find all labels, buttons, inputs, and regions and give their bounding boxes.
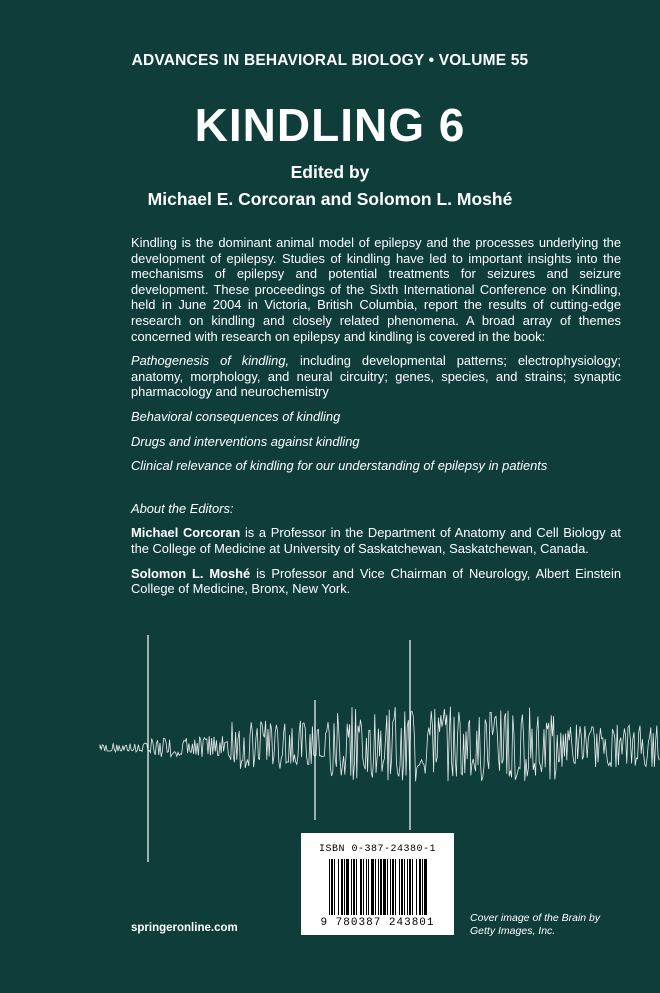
barcode-panel [301,833,454,935]
theme-pathogenesis-rest: including developmental patterns; electrophysiology; anatomy, morphology, and neural circuitry; genes, species, and strains; synaptic pharmacology and neurochemistry [131,353,621,400]
editor2-name: Solomon L. Moshé [131,565,251,581]
edited-by-label: Edited by [290,162,370,182]
book-title: KINDLING 6 [194,99,466,151]
publisher-website: springeronline.com [131,922,238,934]
barcode-bars [329,859,427,915]
theme-pathogenesis [131,353,621,400]
credit-line-2: Getty Images, Inc. [470,925,556,937]
theme-pathogenesis-lead: Pathogenesis of kindling, [131,353,290,369]
description-block [131,235,621,606]
editor1-bio-text: is a Professor in the Department of Anatomy and Cell Biology at the College of Medicine at University of Saskatchewan, Saskatchewan, Canada. [131,525,621,556]
theme-drugs: Drugs and interventions against kindling [131,433,360,449]
about-editors-heading: About the Editors: [131,500,234,516]
theme-clinical: Clinical relevance of kindling for our understanding of epilepsy in patients [131,458,548,474]
theme-behavioral: Behavioral consequences of kindling [131,408,341,424]
editor2-bio [131,566,621,597]
editor2-bio-text: is Professor and Vice Chairman of Neurology, Albert Einstein College of Medicine, Bronx, New York. [131,565,622,597]
intro-paragraph: Kindling is the dominant animal model of epilepsy and the processes underlying the development of epilepsy. Studies of kindling have led to important insights into the mechanisms of epilepsy and potential treatments for seizures and seizure development. These proceedings of the Sixth International Conference on Kindling, held in June 2004 in Victoria, British Columbia, report the results of cutting-edge research on kindling and closely related phenomena. A broad array of themes concerned with research on epilepsy and kindling is covered in the book: [131,235,621,344]
series-title: ADVANCES IN BEHAVIORAL BIOLOGY • VOLUME 55 [131,52,529,69]
isbn-number: ISBN 0-387-24380-1 [318,844,437,855]
editor1-bio [131,525,621,556]
editors-names: Michael E. Corcoran and Solomon L. Moshé [147,189,513,209]
cover-image-credit [470,912,640,938]
credit-line-1: Cover image of the Brain by [470,912,601,924]
editor1-name: Michael Corcoran [131,525,241,541]
ean-number: 9 780387 243801 [320,917,435,929]
spacer [131,483,621,501]
